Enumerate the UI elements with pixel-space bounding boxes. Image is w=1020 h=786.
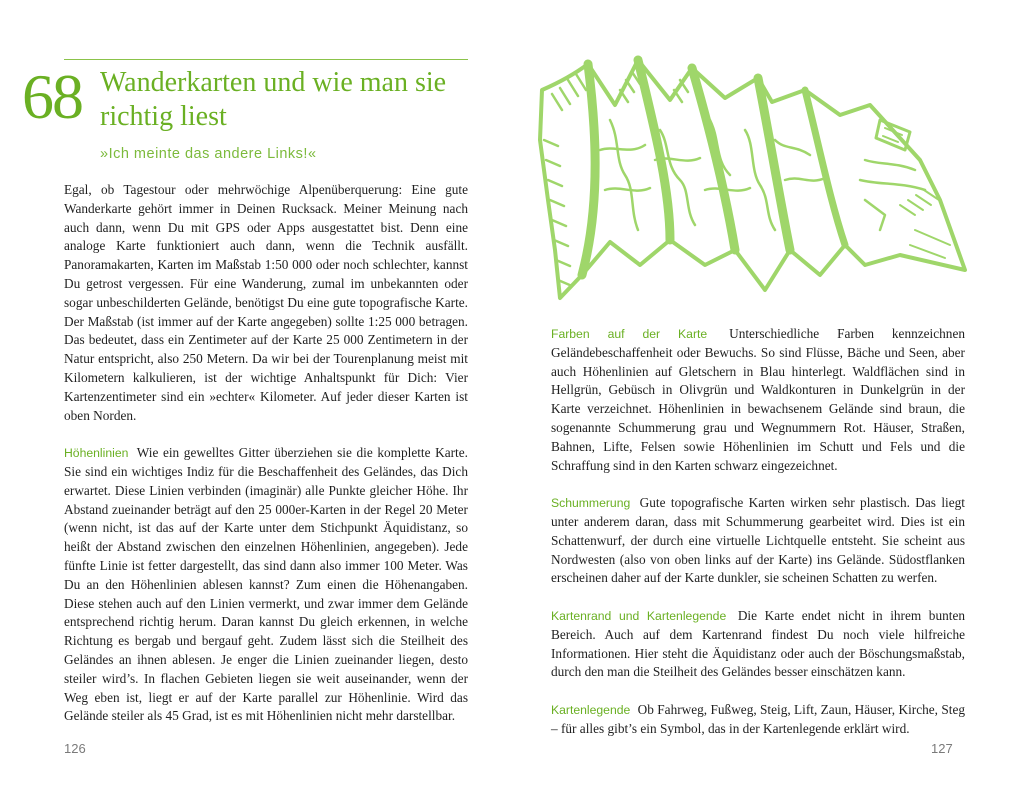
kartenrand-text: Die Karte endet nicht in ihrem bunten Bereich. Auch auf dem Kartenrand findest Du noch viele hilfreiche Informationen. Hier steht die Äquidistanz oder auch der Böschungsmaßstab, durch den man die Steilheit des Geländes besser einschätzen kann.: [551, 607, 965, 680]
hoehenlinien-paragraph: [64, 444, 468, 726]
hoehenlinien-keyword: Höhenlinien: [64, 446, 129, 461]
chapter-subtitle: »Ich meinte das andere Links!«: [100, 146, 317, 162]
schummerung-paragraph: [551, 494, 965, 588]
kartenlegende-paragraph: [551, 701, 965, 739]
left-body-text: [64, 181, 468, 726]
kartenrand-keyword: Kartenrand und Kartenlegende: [551, 608, 727, 623]
kartenlegende-keyword: Kartenlegende: [551, 702, 631, 717]
schummerung-text: Gute topografische Karten wirken sehr plastisch. Das liegt unter anderem daran, dass mit Schummerung gearbeitet wird. Dies ist ein Schattenwurf, der durch eine virtuelle Lichtquelle entsteht. Sie scheint aus Nordwesten (also von oben links auf der Karte) ins Gelände. Südostflanken erscheinen daher auf der Karte dunkler, sie scheinen Schatten zu werfen.: [551, 495, 965, 586]
chapter-number: 68: [22, 61, 82, 132]
hoehenlinien-text: Wie ein gewelltes Gitter überziehen sie die komplette Karte. Sie sind ein wichtiges Indiz für die Beschaffenheit des Geländes, das Dich erwartet. Diese Linien verbinden (imaginär) alle Punkte gleicher Höhe. Ihr Abstand zueinander beträgt auf den 25 000er-Karten in der Regel 20 Meter (wenn nicht, ist das auf der Karte unter dem Stichpunkt Äquidistanz, so heißt der Abstand zwischen den einzelnen Höhenlinien, angegeben). Jede fünfte Linie ist fetter dargestellt, das sind dann also immer 100 Meter. Was Du an den Höhenlinien ablesen kannst? Zum einen die Höhenangaben. Diese stehen auch auf den Linien vermerkt, und zwar immer dem Gelände entsprechend richtig herum. Daran kannst Du gleich erkennen, in welche Richtung es bergab und bergauf geht. Zudem lässt sich die Steilheit des Geländes an ihnen ablesen. Je enger die Linien zueinander liegen, desto steiler wird’s. In flachen Gebieten liegen sie weit auseinander, wenn der Weg eben ist, liegt er auf der Karte parallel zur Höhenlinie. Wird das Gelände steiler als 45 Grad, ist es mit Höhenlinien nicht mehr darstellbar.: [64, 445, 468, 724]
right-body-text: [551, 325, 965, 739]
page-number-left: 126: [64, 741, 86, 756]
kartenlegende-text: Ob Fahrweg, Fußweg, Steig, Lift, Zaun, Häuser, Kirche, Steg – für alles gibt’s ein Symbol, das in der Kartenlegende erklärt wird.: [551, 701, 965, 736]
schummerung-keyword: Schummerung: [551, 496, 631, 511]
chapter-title-line-2: richtig liest: [100, 101, 227, 132]
kartenrand-paragraph: [551, 607, 965, 682]
top-rule: [64, 59, 468, 60]
farben-paragraph: [551, 325, 965, 475]
right-page: [510, 0, 1020, 786]
farben-keyword: Farben auf der Karte: [551, 327, 708, 341]
folded-map-icon: [520, 50, 970, 310]
page-number-right: 127: [931, 741, 953, 756]
chapter-title-line-1: Wanderkarten und wie man sie: [100, 67, 447, 98]
chapter-title: [100, 66, 480, 134]
intro-paragraph: Egal, ob Tagestour oder mehrwöchige Alpenüberquerung: Eine gute Wanderkarte gehört immer in Deinen Rucksack. Meiner Meinung nach auch dann, wenn Du mit GPS oder Apps ausgestattet bist. Denn eine analoge Karte funktioniert auch dann, wenn die Technik ausfällt. Panoramakarten, Karten im Maßstab 1:50 000 oder noch schlechter, kannst Du getrost vergessen. Für eine Wanderung, zumal im unbekannten oder sogar unbeschilderten Gelände, benötigst Du eine gute topografische Karte. Der Maßstab (ist immer auf der Karte angegeben) sollte 1:25 000 betragen. Das bedeutet, dass ein Zentimeter auf der Karte 25 000 Zentimetern in der Natur entspricht, also 250 Metern. Da wir bei der Tourenplanung meist mit Kilometern kalkulieren, ist der wichtige Anhaltspunkt für Dich: Vier Kartenzentimeter sind ein »echter« Kilometer. Auf jeder dieser Karten ist oben Norden.: [64, 182, 468, 423]
farben-text: Unterschiedliche Farben kennzeichnen Geländebeschaffenheit oder Bewuchs. So sind Flüsse, Bäche und Seen, aber auch Höhenlinien auf Gletschern in Blau hinterlegt. Waldflächen sind in Hellgrün, Gebüsch in Olivgrün und Waldkonturen in Dunkelgrün in der Karte verzeichnet. Höhenlinien in bewachsenem Gelände sind braun, die sogenannte Schummerung grau und Wegnummern Rot. Häuser, Straßen, Bahnen, Lifte, Felsen sowie Höhenlinien im Schutt und Fels und die Schraffung sind in den Karten schwarz eingezeichnet.: [551, 326, 965, 473]
